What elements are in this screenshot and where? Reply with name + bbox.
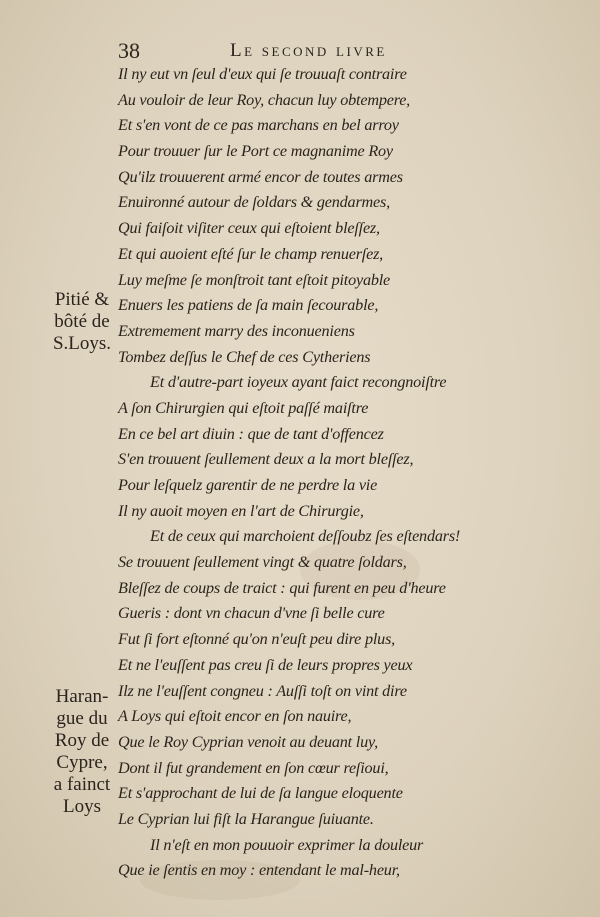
verse-line: A Loys qui eſtoit encor en ſon nauire,: [118, 707, 352, 726]
verse-line: Pour trouuer ſur le Port ce magnanime Roy: [118, 142, 393, 161]
verse-line: Qu'ilz trouuerent armé encor de toutes armes: [118, 167, 403, 186]
verse-line: Pour leſquelz garentir de ne perdre la vie: [118, 476, 378, 494]
verse-line: En ce bel art diuin : que de tant d'offencez: [118, 424, 384, 443]
margin-note-line: Pitié &: [54, 289, 110, 310]
verse-line: Tombez deſſus le Chef de ces Cytheriens: [118, 347, 371, 366]
page-number: 38: [118, 38, 140, 63]
verse-line: Dont il fut grandement en ſon cœur reſioui,: [118, 758, 389, 777]
verse-line: Enuironné autour de ſoldars & gendarmes,: [118, 193, 390, 212]
verse-line: Enuers les patiens de ſa main ſecourable,: [118, 296, 379, 315]
verse-line: S'en trouuent ſeullement deux a la mort bleſſez,: [118, 450, 414, 469]
verse-line: Fut ſi fort eſtonné qu'on n'euſt peu dire plus,: [118, 630, 396, 649]
margin-note-line: bôté de: [54, 311, 110, 332]
margin-note-line: S.Loys.: [52, 333, 112, 354]
margin-note-pitie: [36, 289, 128, 355]
margin-note-line: Cypre,: [56, 752, 108, 773]
verse-line: Luy meſme ſe monſtroit tant eſtoit pitoyable: [118, 270, 391, 289]
verse-line: Il ny eut vn ſeul d'eux qui ſe trouuaſt contraire: [118, 65, 407, 83]
verse-line: Et d'autre-part ioyeux ayant faict recongnoiſtre: [150, 373, 447, 392]
running-title: Le second livre: [230, 40, 387, 61]
verse-line: Et ne l'euſſent pas creu ſi de leurs propres yeux: [118, 655, 413, 674]
margin-note-harangue: [36, 686, 128, 818]
verse-line: Le Cyprian lui fiſt la Harangue ſuiuante.: [118, 809, 374, 828]
margin-note-line: Haran-: [55, 686, 109, 707]
margin-note-line: gue du: [56, 708, 108, 729]
verse-line: Et qui auoient eſté ſur le champ renuerſez,: [118, 244, 384, 263]
margin-note-line: Roy de: [54, 730, 110, 751]
verse-line: Qui faiſoit viſiter ceux qui eſtoient bleſſez,: [118, 219, 380, 238]
margin-note-line: a fainct: [53, 774, 111, 795]
verse-line: Il n'eſt en mon pouuoir exprimer la douleur: [150, 835, 424, 854]
verse-line: Au vouloir de leur Roy, chacun luy obtempere,: [118, 90, 411, 109]
verse-line: Et de ceux qui marchoient deſſoubz ſes eſtendars!: [150, 527, 461, 546]
verse-line: Gueris : dont vn chacun d'vne ſi belle cure: [118, 604, 385, 623]
verse-line: A ſon Chirurgien qui eſtoit paſſé maiſtre: [118, 398, 369, 417]
verse-line: Extremement marry des inconueniens: [118, 321, 355, 340]
margin-note-line: Loys: [63, 796, 101, 817]
verse-line: Et s'approchant de lui de ſa langue eloquente: [118, 784, 403, 803]
verse-line: Et s'en vont de ce pas marchans en bel arroy: [118, 116, 399, 135]
verse-text: [118, 62, 518, 884]
verse-line: Bleſſez de coups de traict : qui furent en peu d'heure: [118, 578, 446, 597]
verse-line: Que ie ſentis en moy : entendant le mal-heur,: [118, 861, 400, 880]
verse-line: Que le Roy Cyprian venoit au deuant luy,: [118, 732, 378, 751]
verse-line: Il ny auoit moyen en l'art de Chirurgie,: [118, 501, 364, 520]
verse-line: Se trouuent ſeullement vingt & quatre ſoldars,: [118, 553, 407, 572]
verse-line: Ilz ne l'euſſent congneu : Auſſi toſt on vint dire: [118, 681, 407, 700]
